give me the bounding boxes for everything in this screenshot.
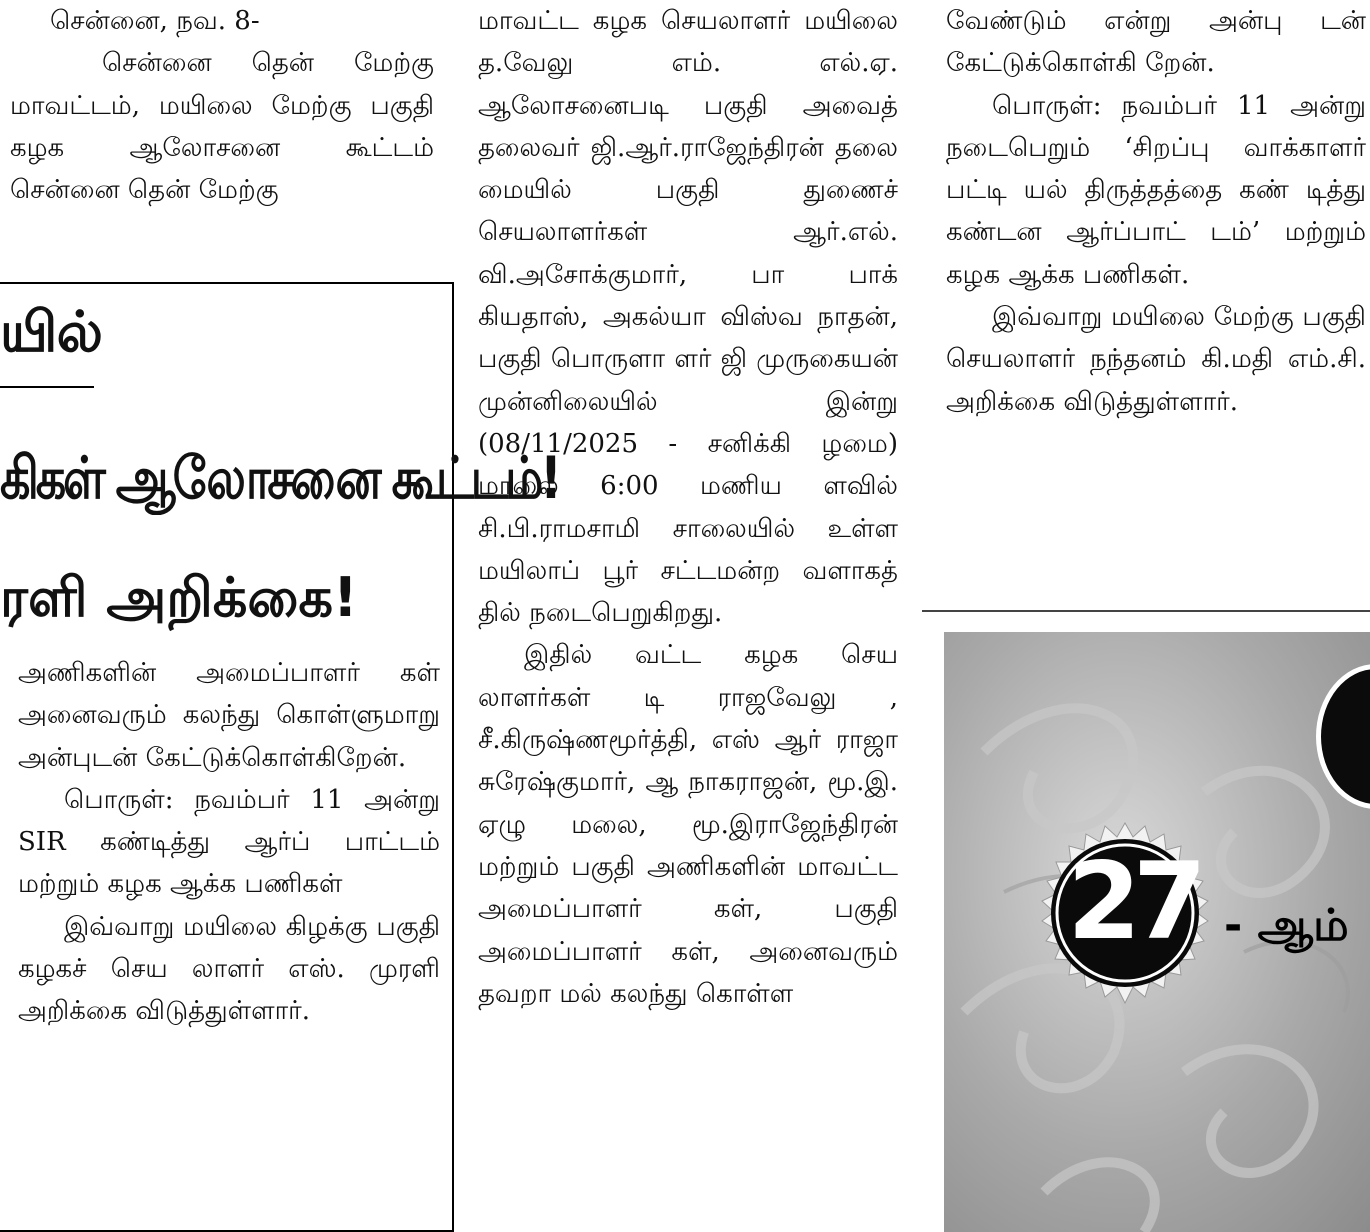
paragraph: வேண்டும் என்று அன்பு டன் கேட்டுக்கொள்கி றேன். bbox=[946, 6, 1366, 79]
middle-column bbox=[478, 0, 898, 1015]
paragraph: பொருள்: நவம்பர் 11 அன்று நடைபெறும் ‘சிறப்பு வாக்காளர் பட்டி யல் திருத்தத்தை கண் டித்து கண்டன ஆர்ப்பாட் டம்’ மற்றும் கழக ஆக்க பணிகள். bbox=[946, 90, 1366, 290]
headline-divider bbox=[0, 386, 94, 388]
left-column-top bbox=[10, 0, 434, 211]
headline-main: கிகள் ஆலோசனை கூட்டம்! bbox=[0, 444, 559, 512]
anniversary-number: 27 bbox=[1067, 840, 1199, 963]
paragraph: மாவட்ட கழக செயலாளர் மயிலை த.வேலு எம். எல்.ஏ. ஆலோசனைபடி பகுதி அவைத் தலைவர் ஜி.ஆர்.ராஜேந்திரன் தலை மையில் பகுதி துணைச் செயலாளர்கள் ஆர்.எல். வி.அசோக்குமார், பா பாக் கியதாஸ், அகல்யா விஸ்வ நாதன், பகுதி பொருளா ளர் ஜி முருகையன் முன்னிலையில் இன்று (08/11/2025 - சனிக்கி ழமை) மாலை 6:00 மணிய ளவில் சி.பி.ராமசாமி சாலையில் உள்ள மயிலாப் பூர் சட்டமன்ற வளாகத் தில் நடைபெறுகிறது. bbox=[478, 6, 898, 629]
paragraph: இதில் வட்ட கழக செய லாளர்கள் டி ராஜவேலு , சீ.கிருஷ்ணமூர்த்தி, எஸ் ஆர் ராஜா சுரேஷ்குமார், ஆ நாகராஜன், மூ.இ. ஏழு மலை, மூ.இராஜேந்திரன் மற்றும் பகுதி அணிகளின் மாவட்ட அமைப்பாளர் கள், பகுதி அமைப்பாளர் கள், அனைவரும் தவறா மல் கலந்து கொள்ள bbox=[478, 640, 898, 1009]
left-column-bottom bbox=[18, 652, 440, 1033]
right-column bbox=[946, 0, 1366, 423]
anniversary-suffix: - ஆம் bbox=[1224, 900, 1349, 951]
column-divider bbox=[922, 610, 1370, 612]
paragraph: அணிகளின் அமைப்பாளர் கள் அனைவரும் கலந்து கொள்ளுமாறு அன்புடன் கேட்டுக்கொள்கிறேன். bbox=[18, 658, 440, 773]
paragraph: சென்னை தென் மேற்கு மாவட்டம், மயிலை மேற்கு பகுதி கழக ஆலோசனை கூட்டம் சென்னை தென் மேற்கு bbox=[10, 48, 434, 206]
paragraph: இவ்வாறு மயிலை கிழக்கு பகுதி கழகச் செய லாளர் எஸ். முரளி அறிக்கை விடுத்துள்ளார். bbox=[18, 911, 440, 1027]
headline-fragment: யில் bbox=[0, 300, 102, 365]
paragraph: இவ்வாறு மயிலை மேற்கு பகுதி செயலாளர் நந்தனம் கி.மதி எம்.சி. அறிக்கை விடுத்துள்ளார். bbox=[946, 302, 1366, 417]
paragraph: பொருள்: நவம்பர் 11 அன்று SIR கண்டித்து ஆர்ப் பாட்டம் மற்றும் கழக ஆக்க பணிகள் bbox=[18, 784, 440, 900]
dateline: சென்னை, நவ. 8- bbox=[50, 6, 260, 36]
headline-sub: ரளி அறிக்கை! bbox=[0, 566, 358, 629]
